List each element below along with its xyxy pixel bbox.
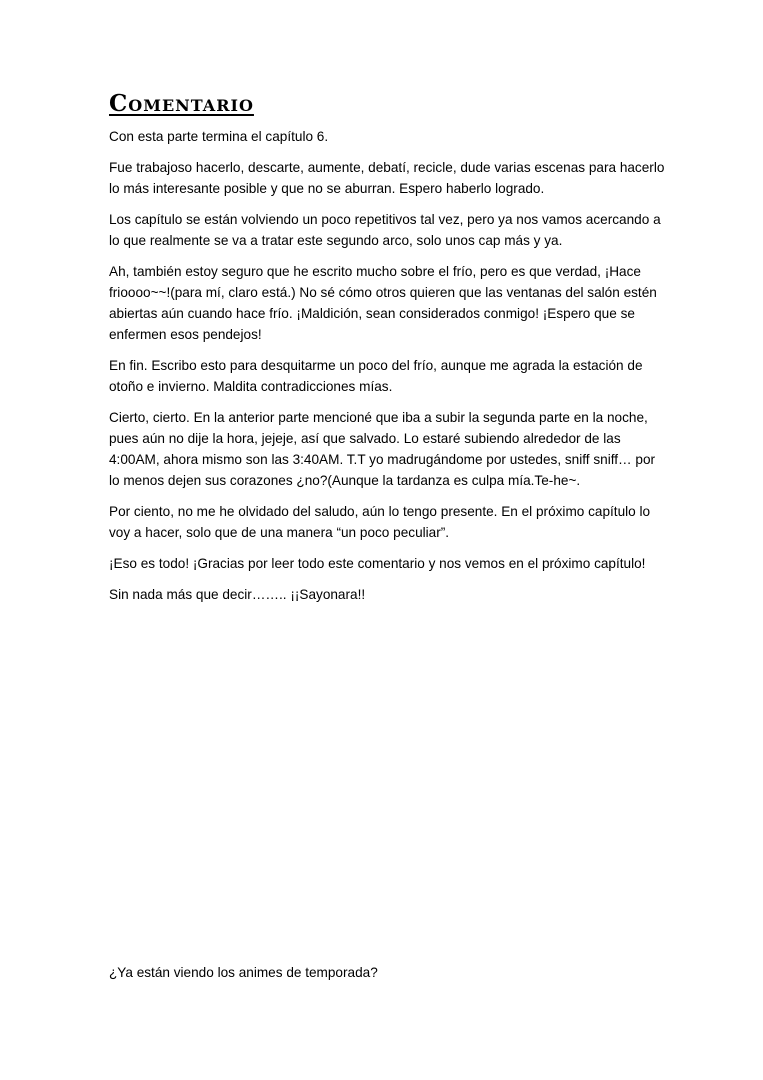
paragraph-2: Fue trabajoso hacerlo, descarte, aumente, debatí, recicle, dude varias escenas para hacerlo lo más interesante posible y que no se aburran. Espero haberlo logrado. [109,160,665,196]
section-heading: Comentario [109,90,254,117]
paragraph-1: Con esta parte termina el capítulo 6. [109,129,329,144]
paragraph-7: Por ciento, no me he olvidado del saludo, aún lo tengo presente. En el próximo capítulo lo voy a hacer, solo que de una manera “un poco peculiar”. [109,504,651,540]
paragraph-8: ¡Eso es todo! ¡Gracias por leer todo este comentario y nos vemos en el próximo capítulo! [109,556,646,571]
paragraph-9: Sin nada más que decir…….. ¡¡Sayonara!! [109,587,366,602]
paragraph-4: Ah, también estoy seguro que he escrito mucho sobre el frío, pero es que verdad, ¡Hace frioooo~~!(para mí, claro está.) No sé cómo otros quieren que las ventanas del salón estén abiertas aún cuando hace frío. ¡Maldición, sean considerados conmigo! ¡Espero que se enfermen esos pendejos! [109,264,657,342]
paragraph-6: Cierto, cierto. En la anterior parte mencioné que iba a subir la segunda parte en la noche, pues aún no dije la hora, jejeje, así que salvado. Lo estaré subiendo alrededor de las 4:00AM, ahora mismo son las 3:40AM. T.T yo madrugándome por ustedes, sniff sniff… por lo menos dejen sus corazones ¿no?(Aunque la tardanza es culpa mía.Te-he~. [109,410,656,488]
footer-question: ¿Ya están viendo los animes de temporada? [109,965,378,980]
paragraph-5: En fin. Escribo esto para desquitarme un poco del frío, aunque me agrada la estación de otoño e invierno. Maldita contradicciones mías. [109,358,643,394]
paragraph-3: Los capítulo se están volviendo un poco repetitivos tal vez, pero ya nos vamos acercando a lo que realmente se va a tratar este segundo arco, solo unos cap más y ya. [109,212,661,248]
comment-section [109,88,669,615]
